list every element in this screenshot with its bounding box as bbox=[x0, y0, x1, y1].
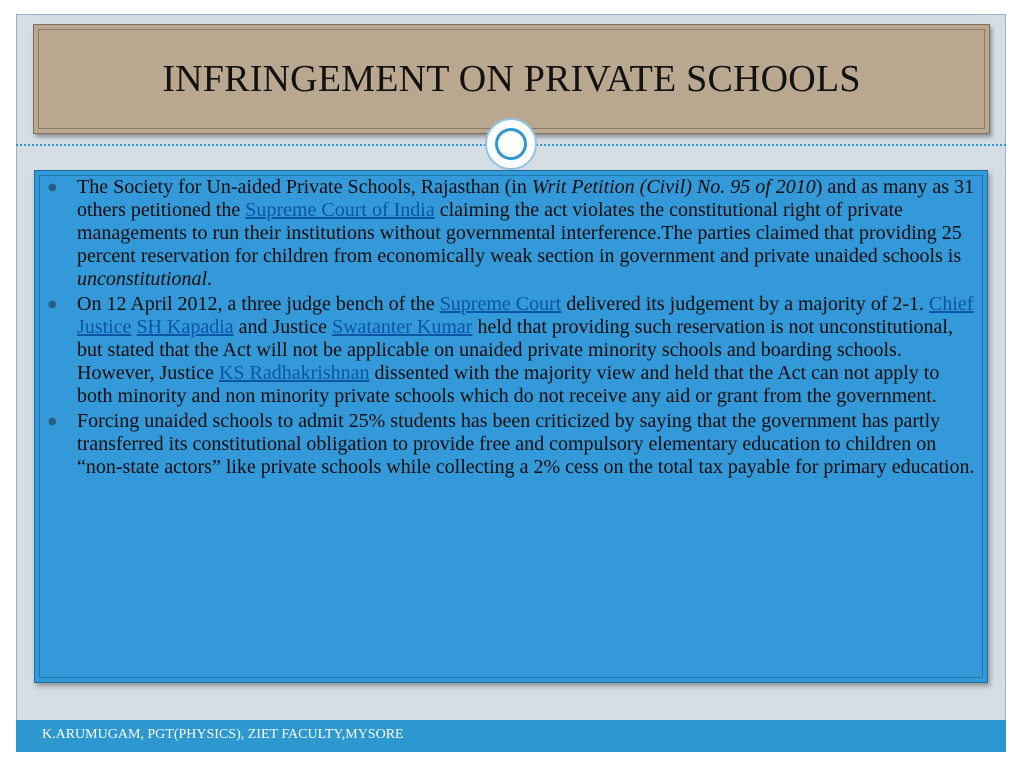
link-supreme-court[interactable]: Supreme Court bbox=[439, 293, 562, 315]
footer-author: K.ARUMUGAM, PGT(PHYSICS), ZIET FACULTY,MYSORE bbox=[42, 727, 404, 742]
link-chief-justice[interactable]: Chief Justice bbox=[77, 293, 974, 338]
content-panel bbox=[34, 170, 988, 683]
case-reference: Writ Petition (Civil) No. 95 of 2010 bbox=[531, 176, 816, 198]
bullet-2-text-d: held that providing such reservation is not unconstitutional, but stated that the Act will not be applicable on unaided private minority schools and boarding schools. However, Justice bbox=[77, 316, 953, 384]
divider-circle-inner bbox=[495, 128, 527, 160]
link-sh-kapadia[interactable]: SH Kapadia bbox=[136, 316, 234, 338]
footer-bar bbox=[16, 720, 1006, 752]
bullet-1-emphasis: unconstitutional bbox=[77, 268, 207, 290]
divider-circle-ornament bbox=[485, 118, 537, 170]
bullet-2-text-c: and Justice bbox=[233, 316, 332, 338]
link-supreme-court-of-india[interactable]: Supreme Court of India bbox=[245, 199, 435, 221]
bullet-2-text-e: dissented with the majority view and held that the Act can not apply to both minority and non minority private schools which do not receive any aid or grant from the government. bbox=[77, 362, 940, 407]
bullet-1-text-b: ) and as many as 31 others petitioned the bbox=[77, 176, 975, 221]
bullet-item-2 bbox=[77, 293, 977, 408]
bullet-2-text-b: delivered its judgement by a majority of 2-1. bbox=[561, 293, 930, 315]
bullet-2-text-a: On 12 April 2012, a three judge bench of the bbox=[77, 293, 440, 315]
bullet-item-1 bbox=[77, 176, 977, 291]
bullet-item-3 bbox=[77, 410, 977, 479]
bullet-1-text-a: The Society for Un-aided Private Schools, Rajasthan (in bbox=[77, 176, 532, 198]
bullet-list bbox=[77, 176, 977, 481]
link-swatanter-kumar[interactable]: Swatanter Kumar bbox=[331, 316, 473, 338]
slide-title: INFRINGEMENT ON PRIVATE SCHOOLS bbox=[162, 58, 861, 100]
bullet-1-text-c: claiming the act violates the constitutional right of private managements to run their institutions without governmental interference.The parties claimed that providing 25 percent reservation for children from economically weak section in government and private unaided schools is bbox=[77, 199, 962, 267]
bullet-3-text: Forcing unaided schools to admit 25% students has been criticized by saying that the government has partly transferred its constitutional obligation to provide free and compulsory elementary education to children on “non-state actors” like private schools while collecting a 2% cess on the total tax payable for primary education. bbox=[77, 410, 975, 478]
link-ks-radhakrishnan[interactable]: KS Radhakrishnan bbox=[218, 362, 370, 384]
bullet-1-text-d: . bbox=[207, 268, 212, 290]
